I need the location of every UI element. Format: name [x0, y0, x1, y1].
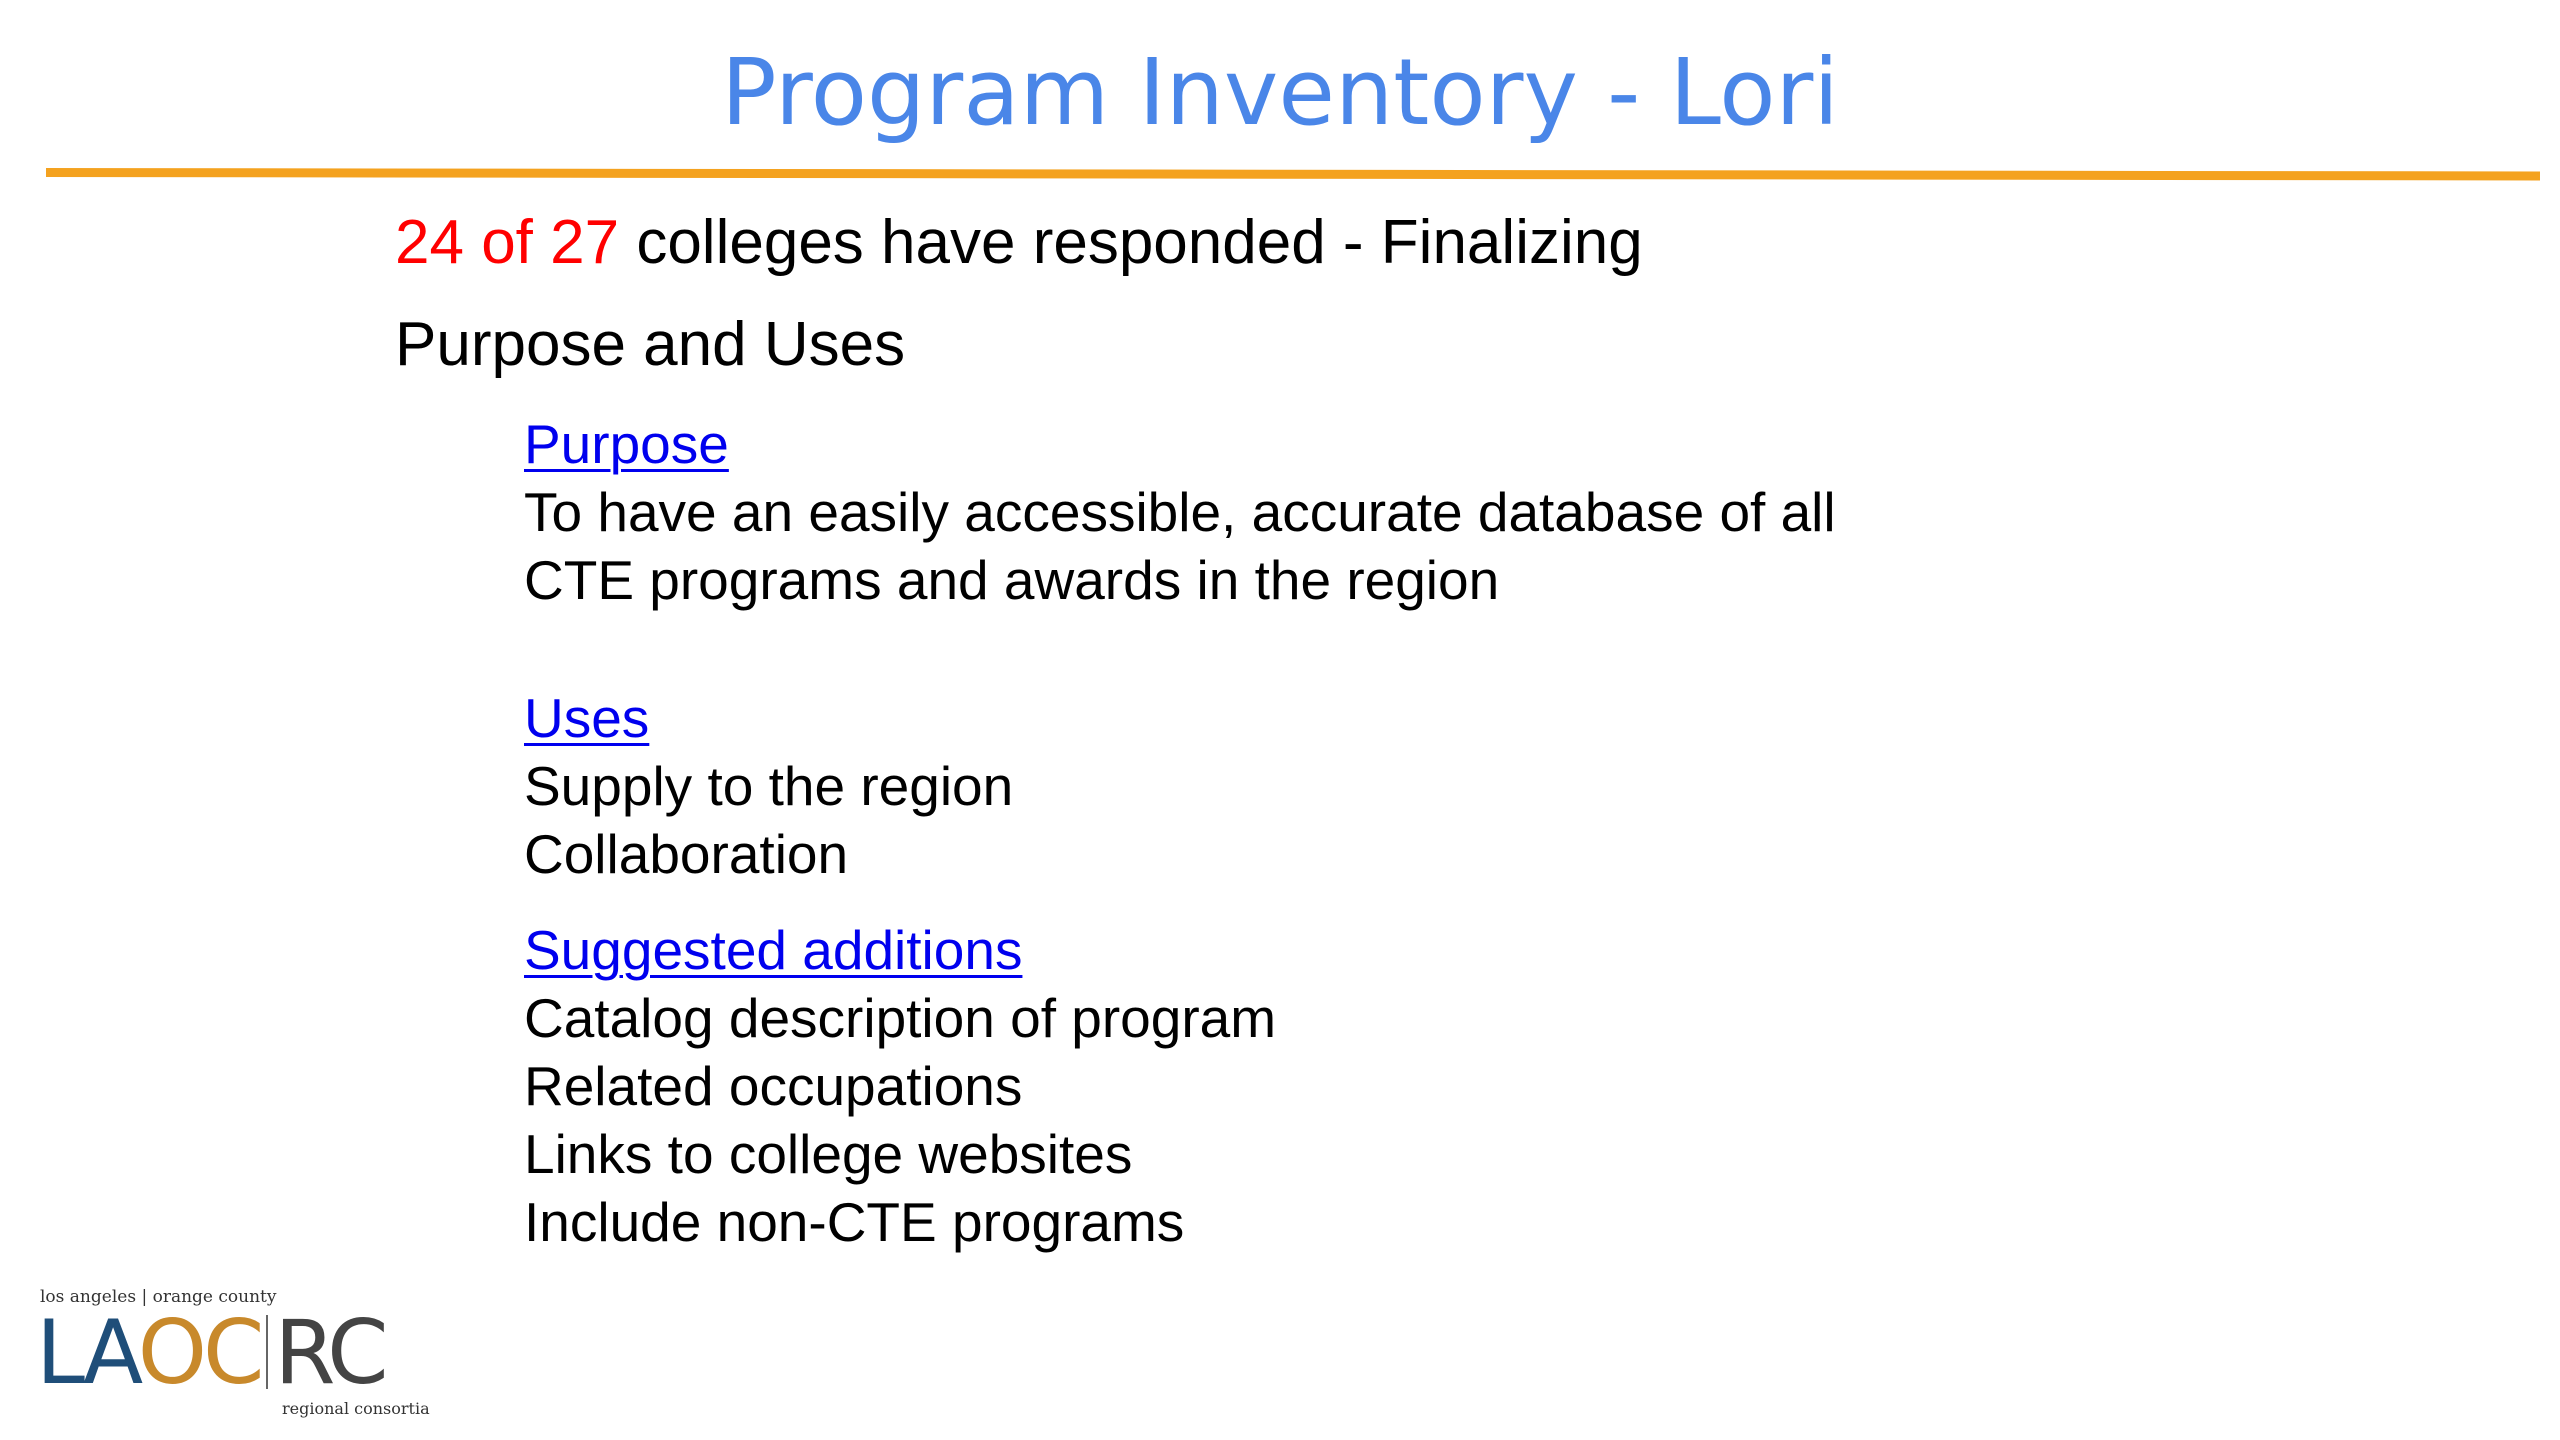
uses-link[interactable]: Uses — [524, 687, 650, 749]
additions-block — [524, 916, 1276, 1256]
addition-line: Catalog description of program — [524, 987, 1277, 1049]
uses-block — [524, 684, 1013, 888]
logo-oc: OC — [137, 1301, 261, 1404]
title-divider — [46, 168, 2540, 180]
purpose-link[interactable]: Purpose — [524, 413, 729, 475]
logo-rc: RC — [274, 1301, 385, 1404]
slide-title: Program Inventory - Lori — [721, 39, 1839, 146]
response-count: 24 of 27 — [395, 208, 620, 277]
addition-line: Related occupations — [524, 1055, 1023, 1117]
uses-line: Collaboration — [524, 823, 849, 885]
uses-line: Supply to the region — [524, 755, 1014, 817]
purpose-block — [524, 410, 1836, 614]
laocrc-logo — [36, 1287, 430, 1418]
purpose-line: CTE programs and awards in the region — [524, 549, 1500, 611]
suggested-additions-link[interactable]: Suggested additions — [524, 919, 1023, 981]
logo-la: LA — [36, 1301, 138, 1404]
purpose-line: To have an easily accessible, accurate database of all — [524, 481, 1836, 543]
logo-wordmark — [36, 1301, 385, 1404]
logo-separator — [266, 1315, 268, 1389]
logo-tagline-bottom: regional consortia — [282, 1399, 430, 1418]
addition-line: Links to college websites — [524, 1123, 1133, 1185]
response-status-text: colleges have responded - Finalizing — [619, 208, 1643, 277]
logo-tagline-top: los angeles | orange county — [40, 1287, 277, 1307]
addition-line: Include non-CTE programs — [524, 1191, 1185, 1253]
section-heading: Purpose and Uses — [395, 310, 906, 379]
response-status — [395, 203, 1643, 283]
